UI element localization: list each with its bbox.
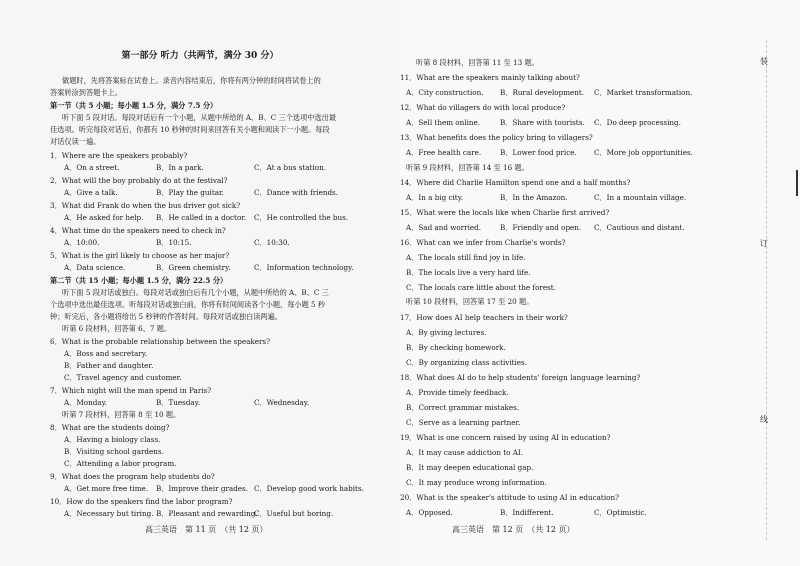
option-b: B．Indifferent.	[500, 508, 554, 517]
option-c: C．Information technology.	[254, 263, 354, 272]
question-4: 4．What time do the speakers need to check in?	[50, 226, 226, 235]
intro-line-2: 答案转涂到答题卡上。	[50, 88, 122, 97]
option-c: C．Develop good work habits.	[254, 484, 364, 493]
question-6-option-b: B．Father and daughter.	[64, 361, 154, 370]
option-a: A．Data science.	[64, 263, 126, 272]
question-18-option-b: B．Correct grammar mistakes.	[406, 403, 520, 412]
binding-mark-ding: 订	[760, 239, 768, 248]
option-c: C．Useful but boring.	[254, 509, 334, 518]
option-b: B．Share with tourists.	[500, 118, 585, 127]
option-a: A．Opposed.	[406, 508, 453, 517]
page-footer: 高三英语 第 11 页 （共 12 页）	[145, 525, 268, 534]
option-b: B．He called in a doctor.	[156, 213, 247, 222]
material-6-note: 听第 6 段材料，回答第 6、7 题。	[62, 324, 172, 333]
option-b: B．Play the guitar.	[156, 188, 224, 197]
question-7: 7．Which night will the man spend in Paris?	[50, 386, 212, 395]
option-c: C．Market transformation.	[594, 88, 693, 97]
binding-mark-zhuang: 装	[760, 57, 768, 66]
intro-line-1: 做题时，先将答案标在试卷上。录音内容结束后，你将有两分钟的时间将试卷上的	[62, 76, 321, 85]
exam-page-12	[400, 0, 800, 566]
option-c: C．At a bus station.	[254, 163, 326, 172]
option-a: A．Sad and worried.	[406, 223, 482, 232]
option-c: C．In a mountain village.	[594, 193, 687, 202]
section-1-directions-3: 对话仅读一遍。	[50, 137, 101, 146]
option-a: A．Necessary but tiring.	[64, 509, 154, 518]
question-19-option-c: C．It may produce wrong information.	[406, 478, 547, 487]
question-19-option-a: A．It may cause addiction to AI.	[406, 448, 524, 457]
question-11: 11．What are the speakers mainly talking about?	[400, 73, 580, 82]
question-17-option-c: C．By organizing class activities.	[406, 358, 528, 367]
question-3: 3．What did Frank do when the bus driver got sick?	[50, 201, 241, 210]
section-2-heading: 第二节（共 15 小题；每小题 1.5 分，满分 22.5 分）	[50, 276, 228, 285]
option-a: A．10:00.	[64, 238, 100, 247]
material-9-note: 听第 9 段材料，回答第 14 至 16 题。	[406, 163, 529, 172]
option-b: B．In the Amazon.	[500, 193, 568, 202]
question-18-option-c: C．Serve as a learning partner.	[406, 418, 521, 427]
question-16-option-c: C．The locals care little about the forest.	[406, 283, 556, 292]
question-15: 15．What were the locals like when Charlie first arrived?	[400, 208, 610, 217]
question-17-option-b: B．By checking homework.	[406, 343, 506, 352]
question-17: 17．How does AI help teachers in their work?	[400, 313, 568, 322]
part-title: 第一部分 听力（共两节，满分 30 分）	[121, 51, 279, 61]
option-c: C．He controlled the bus.	[254, 213, 349, 222]
question-18: 18．What does AI do to help students' foreign language learning?	[400, 373, 641, 382]
option-a: A．City construction.	[406, 88, 484, 97]
question-18-option-a: A．Provide timely feedback.	[406, 388, 509, 397]
question-19-option-b: B．It may deepen educational gap.	[406, 463, 534, 472]
question-20: 20．What is the speaker's attitude to using AI in education?	[400, 493, 619, 502]
question-6: 6．What is the probable relationship between the speakers?	[50, 337, 270, 346]
page-footer: 高三英语 第 12 页 （共 12 页）	[452, 525, 575, 534]
option-c: C．Cautious and distant.	[594, 223, 685, 232]
option-a: A．Give a talk.	[64, 188, 118, 197]
material-8-note: 听第 8 段材料，回答第 11 至 13 题。	[416, 58, 539, 67]
option-b: B．Rural development.	[500, 88, 585, 97]
option-a: A．Monday.	[64, 398, 107, 407]
option-c: C．More job opportunities.	[594, 148, 693, 157]
binding-edge-mark	[796, 170, 798, 196]
question-17-option-a: A．By giving lectures.	[406, 328, 487, 337]
option-c: C．Wednesday.	[254, 398, 310, 407]
question-2: 2．What will the boy probably do at the festival?	[50, 176, 228, 185]
option-c: C．10:30.	[254, 238, 290, 247]
section-2-directions-2: 个选项中选出最佳选项。听每段对话或独白前，你将有时间阅读各个小题，每小题 5 秒	[50, 300, 326, 309]
section-2-directions-1: 听下面 5 段对话或独白。每段对话或独白后有几个小题，从题中所给的 A、B、C 三	[62, 288, 329, 297]
option-b: B．Green chemistry.	[156, 263, 231, 272]
option-b: B．Pleasant and rewarding.	[156, 509, 258, 518]
option-b: B．In a park.	[156, 163, 204, 172]
question-16-option-b: B．The locals live a very hard life.	[406, 268, 531, 277]
question-8: 8．What are the students doing?	[50, 423, 170, 432]
question-1: 1．Where are the speakers probably?	[50, 151, 188, 160]
option-a: A．On a street.	[64, 163, 120, 172]
binding-dashed-line	[766, 40, 767, 540]
question-12: 12．What do villagers do with local produce?	[400, 103, 566, 112]
question-6-option-a: A．Boss and secretary.	[64, 349, 148, 358]
question-5: 5．What is the girl likely to choose as her major?	[50, 251, 230, 260]
question-13: 13．What benefits does the policy bring to villagers?	[400, 133, 593, 142]
option-a: A．Free health care.	[406, 148, 482, 157]
option-b: B．Improve their grades.	[156, 484, 249, 493]
question-6-option-c: C．Travel agency and customer.	[64, 373, 182, 382]
question-10: 10．How do the speakers find the labor program?	[50, 497, 233, 506]
question-16: 16．What can we infer from Charlie's words?	[400, 238, 566, 247]
option-b: B．Friendly and open.	[500, 223, 582, 232]
question-19: 19．What is one concern raised by using AI in education?	[400, 433, 611, 442]
option-b: B．10:15.	[156, 238, 192, 247]
option-c: C．Dance with friends.	[254, 188, 339, 197]
option-a: A．Sell them online.	[406, 118, 481, 127]
option-a: A．In a big city.	[406, 193, 464, 202]
material-7-note: 听第 7 段材料，回答第 8 至 10 题。	[62, 410, 181, 419]
option-b: B．Lower food price.	[500, 148, 577, 157]
option-b: B．Tuesday.	[156, 398, 201, 407]
question-9: 9．What does the program help students do?	[50, 472, 215, 481]
option-c: C．Do deep processing.	[594, 118, 681, 127]
section-1-directions-1: 听下面 5 段对话。每段对话后有一个小题，从题中所给的 A、B、C 三个选项中选出最	[62, 113, 337, 122]
material-10-note: 听第 10 段材料，回答第 17 至 20 题。	[406, 297, 534, 306]
section-1-directions-2: 佳选项。听完每段对话后，你都有 10 秒钟的时间来回答有关小题和阅读下一小题。每段	[50, 125, 330, 134]
question-8-option-b: B．Visiting school gardens.	[64, 447, 164, 456]
option-a: A．He asked for help.	[64, 213, 144, 222]
question-16-option-a: A．The locals still find joy in life.	[406, 253, 526, 262]
option-a: A．Get more free time.	[64, 484, 149, 493]
section-1-heading: 第一节（共 5 小题；每小题 1.5 分，满分 7.5 分）	[50, 101, 218, 110]
question-8-option-c: C．Attending a labor program.	[64, 459, 177, 468]
option-c: C．Optimistic.	[594, 508, 647, 517]
question-14: 14．Where did Charlie Hamilton spend one and a half months?	[400, 178, 631, 187]
binding-mark-xian: 线	[760, 415, 768, 424]
section-2-directions-3: 钟；听完后，各小题将给出 5 秒钟的作答时间。每段对话或独白读两遍。	[50, 312, 282, 321]
question-8-option-a: A．Having a biology class.	[64, 435, 161, 444]
